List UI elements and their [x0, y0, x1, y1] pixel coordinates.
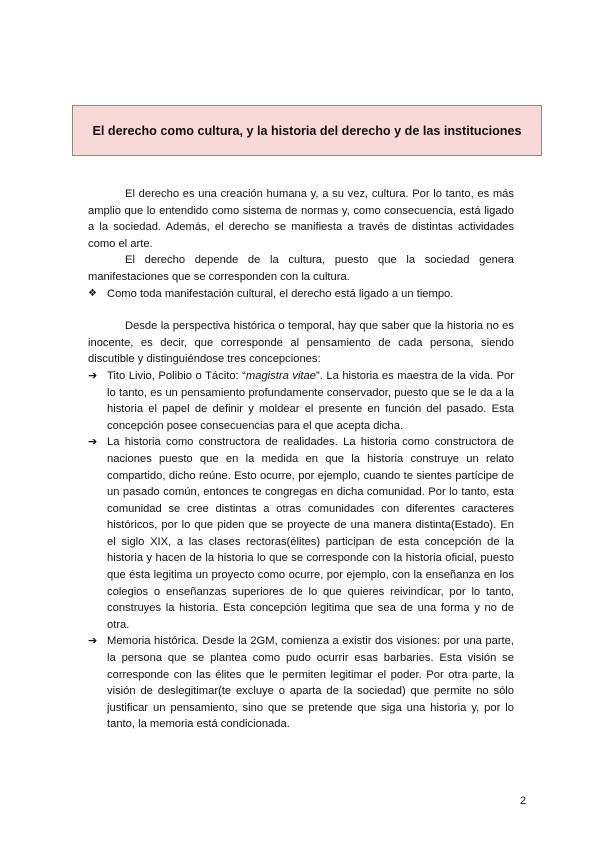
- title-box: [72, 105, 542, 156]
- spacer: [88, 302, 514, 318]
- paragraph-3: Desde la perspectiva histórica o temporal, hay que saber que la historia no es inocente, es decir, que corresponde al pensamiento de cada persona, siendo discutible y distinguiéndose tres concepciones:: [88, 320, 514, 366]
- document-title: El derecho como cultura, y la historia del derecho y de las instituciones: [92, 123, 522, 138]
- bullet-item-text: Como toda manifestación cultural, el derecho está ligado a un tiempo.: [107, 287, 454, 300]
- bullet-item-1: [88, 286, 514, 303]
- diamond-bullet-icon: ❖: [88, 287, 97, 299]
- arrow-item-2-text: La historia como constructora de realidades. La historia como constructora de naciones puesto que en la medida en que la historia construye un relato compartido, dicho reúne. Esto ocurre, por ejemplo, cuando te sientes partícipe de un pasado común, entonces te congregas en dicha comunidad. Por lo tanto, esta comunidad se cree distintas a otras comunidades con diferentes caracteres históricos, por lo que piden que se proyecte de una manera distinta(Estado). En el siglo XIX, a las clases rectoras(élites) participan de esta concepción de la historia y hacen de la historia lo que se corresponde con la historia oficial, puesto que ésta legitima un proyecto como ocurre, por ejemplo, con la enseñanza en los colegios o enseñanzas superiores de lo que quieres reivindicar, por lo tanto, construyes la historia. Esta concepción legitima que sea de una forma y no de otra.: [107, 436, 514, 631]
- arrow-bullet-icon: ➔: [88, 635, 98, 648]
- arrow-item-1-rest: ”. La historia es maestra de la vida. Por lo tanto, es un pensamiento profundamente conservador, puesto que se le da a la historia el papel de definir y moldear el presente en función del pasado. Esta concepción posee consecuencias para el que acepta dicha.: [107, 369, 514, 432]
- arrow-bullet-icon: ➔: [88, 436, 98, 449]
- arrow-item-1-italic: magistra vitae: [245, 369, 316, 382]
- arrow-item-3-text: Memoria histórica. Desde la 2GM, comienza a existir dos visiones: por una parte, la persona que se plantea como pudo ocurrir esas barbaries. Esta visión se corresponde con las élites que le permiten legitimar el poder. Por otra parte, la visión de deslegitimar(te excluye o aparta de la sociedad) que permite no sólo justificar un pensamiento, sino que se pretende que siga una historia y, por lo tanto, la memoria está condicionada.: [107, 635, 514, 731]
- paragraph-2: El derecho depende de la cultura, puesto que la sociedad genera manifestaciones que se corresponden con la cultura.: [88, 254, 514, 283]
- arrow-bullet-icon: ➔: [88, 369, 98, 382]
- arrow-item-3: [88, 633, 514, 733]
- document-body: [88, 186, 514, 733]
- page-number: 2: [520, 795, 527, 807]
- arrow-item-1-prefix: Tito Livio, Polibio o Tácito: “: [107, 369, 246, 382]
- arrow-item-2: [88, 434, 514, 633]
- arrow-item-1: [88, 368, 514, 434]
- paragraph-1: El derecho es una creación humana y, a su vez, cultura. Por lo tanto, es más amplio que lo entendido como sistema de normas y, como consecuencia, está ligado a la sociedad. Además, el derecho se manifiesta a través de distintas actividades como el arte.: [88, 188, 514, 250]
